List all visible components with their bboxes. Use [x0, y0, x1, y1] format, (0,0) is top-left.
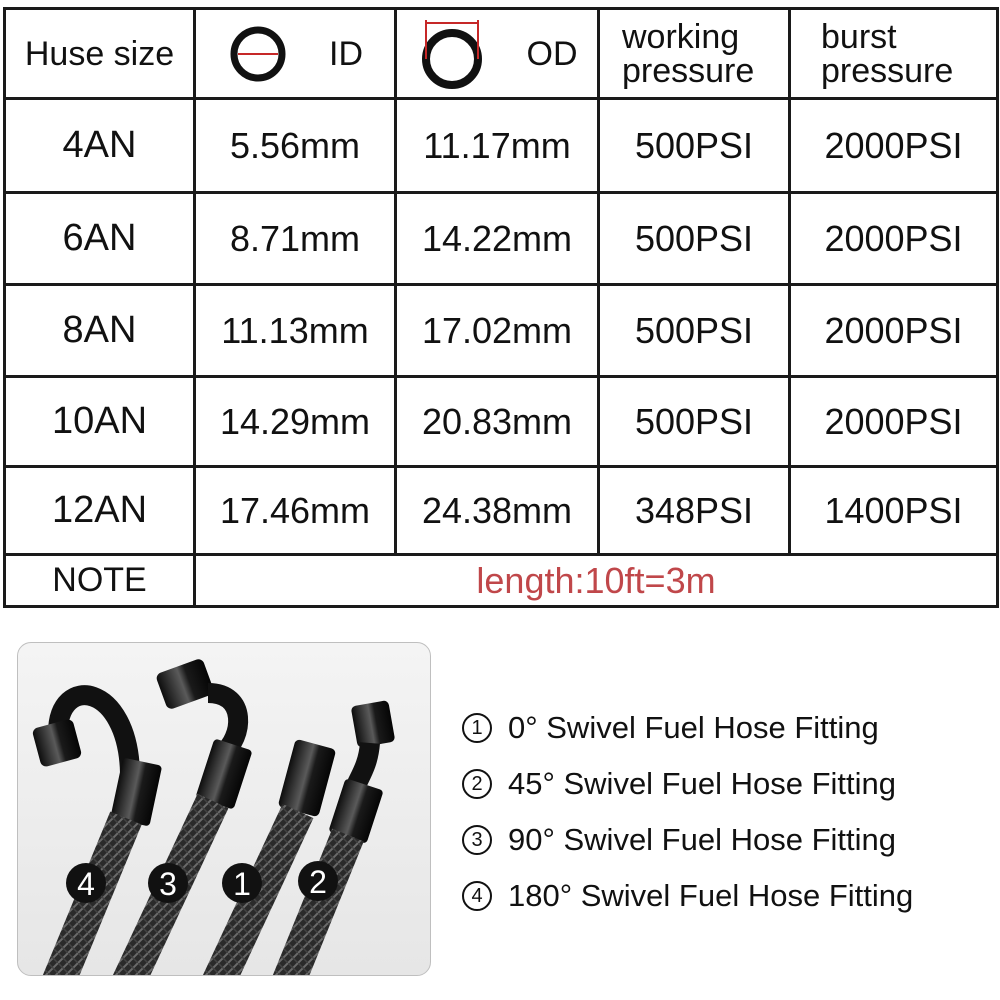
cell-burst-pressure: 2000PSI [790, 193, 998, 285]
header-id [195, 9, 396, 99]
cell-burst-pressure: 2000PSI [790, 377, 998, 467]
cell-burst-pressure: 2000PSI [790, 99, 998, 193]
header-id-label: ID [329, 34, 363, 73]
note-value: length:10ft=3m [195, 555, 998, 607]
cell-od: 14.22mm [396, 193, 599, 285]
note-row [5, 555, 998, 607]
hose-fittings-illustration [18, 643, 430, 975]
hose-fittings-photo [17, 642, 431, 976]
header-size-label: Huse size [24, 34, 175, 73]
table-row [5, 285, 998, 377]
legend-text: 45° Swivel Fuel Hose Fitting [508, 766, 896, 801]
legend-number-2: 2 [462, 769, 492, 799]
cell-id: 11.13mm [195, 285, 396, 377]
header-working-line2: pressure [622, 51, 755, 90]
legend-text: 90° Swivel Fuel Hose Fitting [508, 822, 896, 857]
cell-working-pressure: 500PSI [599, 285, 790, 377]
cell-working-pressure: 500PSI [599, 193, 790, 285]
header-working-line1: working [622, 17, 740, 56]
legend-text: 180° Swivel Fuel Hose Fitting [508, 878, 914, 913]
cell-working-pressure: 500PSI [599, 377, 790, 467]
cell-od: 24.38mm [396, 467, 599, 555]
outer-diameter-icon [417, 19, 487, 89]
header-od [396, 9, 599, 99]
cell-burst-pressure: 2000PSI [790, 285, 998, 377]
svg-text:1: 1 [233, 866, 251, 902]
svg-text:4: 4 [77, 866, 95, 902]
cell-size: 12AN [5, 467, 195, 555]
header-burst-line2: pressure [821, 51, 954, 90]
note-label: NOTE [5, 555, 195, 607]
header-burst-pressure [790, 9, 998, 99]
svg-text:2: 2 [309, 864, 327, 900]
cell-id: 17.46mm [195, 467, 396, 555]
header-working-pressure [599, 9, 790, 99]
cell-id: 5.56mm [195, 99, 396, 193]
cell-working-pressure: 500PSI [599, 99, 790, 193]
table-row [5, 99, 998, 193]
legend-number-1: 1 [462, 713, 492, 743]
header-burst-line1: burst [821, 17, 897, 56]
legend-item [462, 700, 913, 756]
legend-item [462, 868, 913, 924]
cell-size: 6AN [5, 193, 195, 285]
marker-2 [298, 861, 338, 901]
cell-burst-pressure: 1400PSI [790, 467, 998, 555]
fitting-legend [462, 700, 913, 924]
marker-1 [222, 863, 262, 903]
cell-size: 8AN [5, 285, 195, 377]
table-row [5, 467, 998, 555]
legend-text: 0° Swivel Fuel Hose Fitting [508, 710, 879, 745]
header-size [5, 9, 195, 99]
legend-item [462, 756, 913, 812]
legend-number-4: 4 [462, 881, 492, 911]
table-row [5, 377, 998, 467]
header-od-label: OD [526, 34, 578, 73]
cell-id: 8.71mm [195, 193, 396, 285]
cell-od: 20.83mm [396, 377, 599, 467]
hose-spec-table [3, 7, 999, 608]
table-header-row [5, 9, 998, 99]
cell-size: 4AN [5, 99, 195, 193]
cell-size: 10AN [5, 377, 195, 467]
legend-number-3: 3 [462, 825, 492, 855]
cell-working-pressure: 348PSI [599, 467, 790, 555]
marker-3 [148, 863, 188, 903]
cell-od: 11.17mm [396, 99, 599, 193]
cell-od: 17.02mm [396, 285, 599, 377]
marker-4 [66, 863, 106, 903]
svg-text:3: 3 [159, 866, 177, 902]
legend-item [462, 812, 913, 868]
inner-diameter-icon [227, 23, 289, 85]
table-row [5, 193, 998, 285]
cell-id: 14.29mm [195, 377, 396, 467]
